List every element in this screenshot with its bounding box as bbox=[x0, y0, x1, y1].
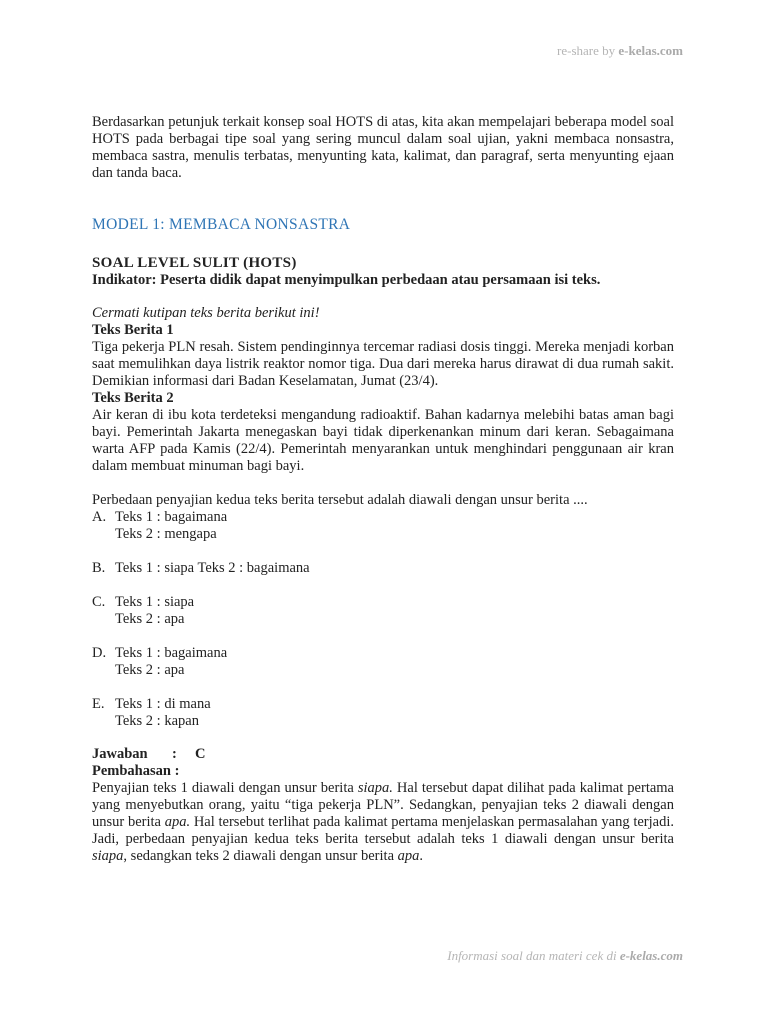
model-title: MODEL 1: MEMBACA NONSASTRA bbox=[92, 216, 351, 233]
page-header bbox=[557, 43, 683, 59]
option-line2: Teks 2 : mengapa bbox=[115, 526, 217, 542]
option-e bbox=[92, 696, 674, 730]
option-letter: E. bbox=[92, 696, 105, 712]
option-line1: Teks 1 : siapa Teks 2 : bagaimana bbox=[115, 560, 310, 576]
answer-row bbox=[92, 746, 674, 763]
option-letter: B. bbox=[92, 560, 106, 576]
option-letter: D. bbox=[92, 645, 107, 661]
intro-paragraph: Berdasarkan petunjuk terkait konsep soal HOTS di atas, kita akan mempelajari beberapa model soal HOTS pada berbagai tipe soal yang sering muncul dalam soal ujian, yakni membaca nonsastra, membaca sastra, menulis terbatas, menyunting kata, kalimat, dan paragraf, serta menyunting ejaan dan tanda baca. bbox=[92, 114, 674, 181]
pembahasan-label: Pembahasan : bbox=[92, 763, 180, 779]
footer-site: e-kelas.com bbox=[619, 948, 683, 963]
option-line2: Teks 2 : apa bbox=[115, 611, 185, 627]
instruction: Cermati kutipan teks berita berikut ini! bbox=[92, 305, 320, 321]
answer-value: C bbox=[195, 746, 206, 762]
option-b bbox=[92, 560, 674, 577]
teks2-title: Teks Berita 2 bbox=[92, 390, 174, 406]
header-prefix: re-share by bbox=[557, 43, 619, 58]
teks1-title: Teks Berita 1 bbox=[92, 322, 174, 338]
option-line1: Teks 1 : siapa bbox=[115, 594, 195, 610]
option-line1: Teks 1 : bagaimana bbox=[115, 645, 228, 661]
pembahasan-body: Penyajian teks 1 diawali dengan unsur berita siapa. Hal tersebut dapat dilihat pada kalimat pertama yang menyebutkan orang, yaitu “tiga pekerja PLN”. Sedangkan, penyajian teks 2 diawali dengan unsur berita apa. Hal tersebut terlihat pada kalimat pertama menjelaskan permasalahan yang terjadi. Jadi, perbedaan penyajian kedua teks berita tersebut adalah teks 1 diawali dengan unsur berita siapa, sedangkan teks 2 diawali dengan unsur berita apa. bbox=[92, 780, 674, 864]
teks1-body: Tiga pekerja PLN resah. Sistem pendinginnya tercemar radiasi dosis tinggi. Mereka menjadi korban saat memulihkan daya listrik reaktor nomor tiga. Dua dari mereka harus dirawat di dua rumah sakit. Demikian informasi dari Badan Keselamatan, Jumat (23/4). bbox=[92, 339, 674, 389]
page-footer bbox=[447, 948, 683, 964]
option-line1: Teks 1 : di mana bbox=[115, 696, 211, 712]
option-d bbox=[92, 645, 674, 679]
option-letter: C. bbox=[92, 594, 106, 610]
option-a bbox=[92, 509, 674, 543]
header-site: e-kelas.com bbox=[618, 43, 683, 58]
document-body bbox=[92, 114, 674, 865]
question-text: Perbedaan penyajian kedua teks berita tersebut adalah diawali dengan unsur berita .... bbox=[92, 492, 588, 508]
option-line1: Teks 1 : bagaimana bbox=[115, 509, 228, 525]
soal-level: SOAL LEVEL SULIT (HOTS) bbox=[92, 255, 297, 271]
indikator: Indikator: Peserta didik dapat menyimpulkan perbedaan atau persamaan isi teks. bbox=[92, 272, 601, 288]
option-c bbox=[92, 594, 674, 628]
options-list bbox=[92, 509, 674, 730]
answer-label: Jawaban bbox=[92, 746, 148, 762]
option-letter: A. bbox=[92, 509, 107, 525]
option-line2: Teks 2 : apa bbox=[115, 662, 185, 678]
teks2-body: Air keran di ibu kota terdeteksi mengandung radioaktif. Bahan kadarnya melebihi batas aman bagi bayi. Pemerintah Jakarta menegaskan bayi tidak diperkenankan minum dari keran. Sebagaimana warta AFP pada Kamis (22/4). Pemerintah menyarankan untuk menghindari penggunaan air kran dalam membuat minuman bagi bayi. bbox=[92, 407, 674, 474]
footer-prefix: Informasi soal dan materi cek di bbox=[447, 948, 620, 963]
answer-colon: : bbox=[172, 746, 177, 762]
option-line2: Teks 2 : kapan bbox=[115, 713, 199, 729]
